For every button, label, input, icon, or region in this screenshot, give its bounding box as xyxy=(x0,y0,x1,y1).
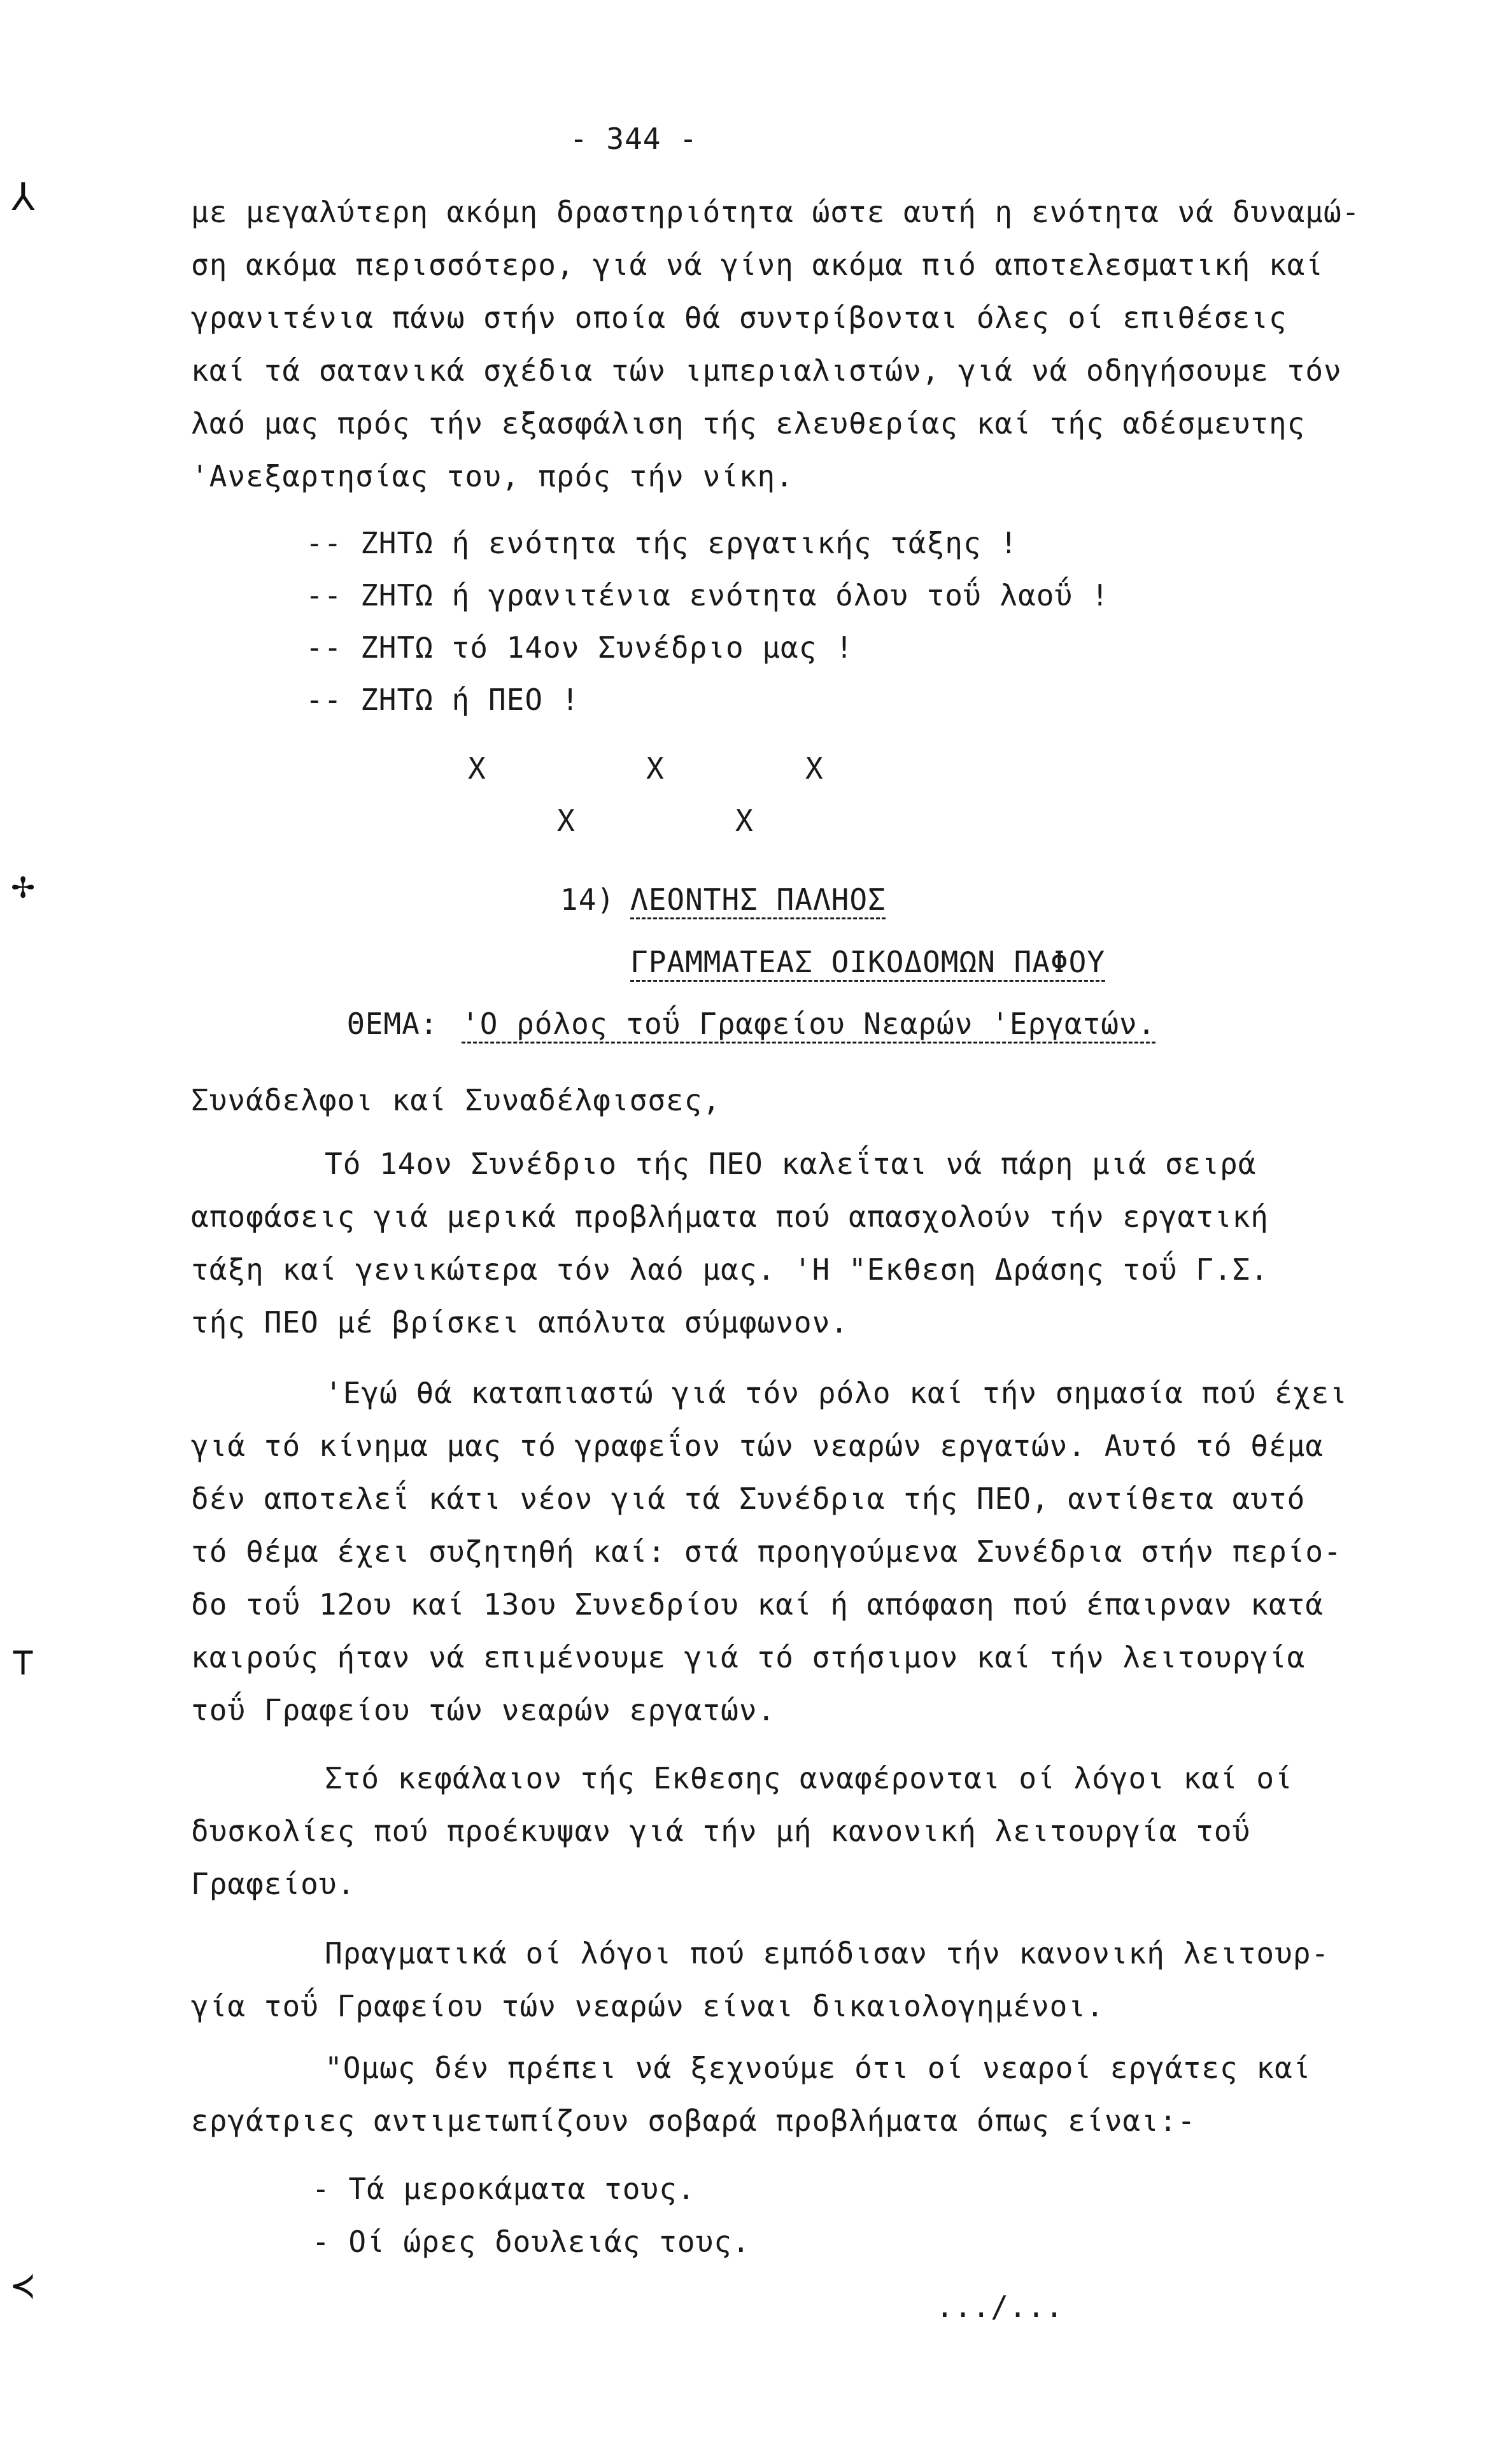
separator-mark: X xyxy=(646,751,664,786)
list-item: - Οί ώρες δουλειάς τους. xyxy=(312,2225,751,2259)
text-line: ση ακόμα περισσότερο, γιά νά γίνη ακόμα πιό αποτελεσματική καί xyxy=(191,248,1324,282)
text-line: Στό κεφάλαιον τής Εκθεσης αναφέρονται οί λόγοι καί οί xyxy=(325,1761,1293,1795)
margin-mark-icon: ≺ xyxy=(11,2263,35,2308)
separator-mark: X xyxy=(735,803,753,838)
margin-mark-icon: ⊤ xyxy=(11,1639,35,1684)
page-number: - 344 - xyxy=(570,122,698,156)
text-line: Πραγματικά οί λόγοι πού εμπόδισαν τήν κανονική λειτουρ- xyxy=(325,1936,1330,1970)
text-line: γιά τό κίνημα μας τό γραφεΐον τών νεαρών εργατών. Αυτό τό θέμα xyxy=(191,1429,1324,1463)
text-line: καί τά σατανικά σχέδια τών ιμπεριαλιστών, γιά νά οδηγήσουμε τόν xyxy=(191,353,1342,388)
text-line: 'Ανεξαρτησίας του, πρός τήν νίκη. xyxy=(191,459,794,493)
text-line: με μεγαλύτερη ακόμη δραστηριότητα ώστε αυτή η ενότητα νά δυναμώ- xyxy=(191,195,1360,229)
text-line: δέν αποτελεΐ κάτι νέον γιά τά Συνέδρια τής ΠΕΟ, αντίθετα αυτό xyxy=(191,1482,1306,1516)
speaker-name: ΛΕΟΝΤΗΣ ΠΑΛΗΟΣ xyxy=(630,882,886,917)
speaker-role: ΓΡΑΜΜΑΤΕΑΣ ΟΙΚΟΔΟΜΩΝ ΠΑΦΟΥ xyxy=(630,945,1106,979)
continuation-mark: .../... xyxy=(936,2289,1064,2324)
theme-title: 'Ο ρόλος τοΰ Γραφείου Νεαρών 'Εργατών. xyxy=(462,1007,1156,1041)
margin-mark-icon: ⅄ xyxy=(11,175,35,220)
greeting: Συνάδελφοι καί Συναδέλφισσες, xyxy=(191,1083,721,1117)
text-line: Τό 14ον Συνέδριο τής ΠΕΟ καλεΐται νά πάρη μιά σειρά xyxy=(325,1147,1257,1181)
text-line: δο τοΰ 12ου καί 13ου Συνεδρίου καί ή απόφαση πού έπαιρναν κατά xyxy=(191,1587,1324,1622)
text-line: αποφάσεις γιά μερικά προβλήματα πού απασχολούν τήν εργατική xyxy=(191,1199,1269,1234)
text-line: λαό μας πρός τήν εξασφάλιση τής ελευθερίας καί τής αδέσμευτης xyxy=(191,406,1306,441)
text-line: Γραφείου. xyxy=(191,1867,356,1901)
text-line: τό θέμα έχει συζητηθή καί: στά προηγούμενα Συνέδρια στήν περίο- xyxy=(191,1534,1342,1569)
list-item: - Τά μεροκάματα τους. xyxy=(312,2172,696,2206)
text-line: "Ομως δέν πρέπει νά ξεχνούμε ότι οί νεαροί εργάτες καί xyxy=(325,2051,1311,2085)
text-line: τάξη καί γενικώτερα τόν λαό μας. 'Η "Εκθεση Δράσης τοΰ Γ.Σ. xyxy=(191,1252,1269,1287)
text-line: δυσκολίες πού προέκυψαν γιά τήν μή κανονική λειτουργία τοΰ xyxy=(191,1814,1251,1848)
separator-mark: X xyxy=(557,803,575,838)
text-line: τής ΠΕΟ μέ βρίσκει απόλυτα σύμφωνον. xyxy=(191,1305,849,1340)
text-line: 'Εγώ θά καταπιαστώ γιά τόν ρόλο καί τήν σημασία πού έχει xyxy=(325,1376,1348,1410)
text-line: γία τοΰ Γραφείου τών νεαρών είναι δικαιολογημένοι. xyxy=(191,1989,1105,2023)
slogan: -- ΖΗΤΩ ή ΠΕΟ ! xyxy=(306,683,580,717)
slogan: -- ΖΗΤΩ ή γρανιτένια ενότητα όλου τοΰ λαοΰ ! xyxy=(306,578,1110,612)
slogan: -- ΖΗΤΩ ή ενότητα τής εργατικής τάξης ! xyxy=(306,526,1019,560)
margin-mark-icon: ✢ xyxy=(11,863,35,907)
text-line: γρανιτένια πάνω στήν οποία θά συντρίβονται όλες οί επιθέσεις xyxy=(191,301,1287,335)
theme-label: ΘΕΜΑ: xyxy=(347,1007,439,1041)
separator-mark: X xyxy=(468,751,486,786)
section-number: 14) xyxy=(560,882,616,917)
text-line: τοΰ Γραφείου τών νεαρών εργατών. xyxy=(191,1693,776,1727)
separator-mark: X xyxy=(805,751,823,786)
slogan: -- ΖΗΤΩ τό 14ον Συνέδριο μας ! xyxy=(306,630,854,665)
text-line: καιρούς ήταν νά επιμένουμε γιά τό στήσιμον καί τήν λειτουργία xyxy=(191,1640,1306,1674)
text-line: εργάτριες αντιμετωπίζουν σοβαρά προβλήματα όπως είναι:- xyxy=(191,2104,1196,2138)
